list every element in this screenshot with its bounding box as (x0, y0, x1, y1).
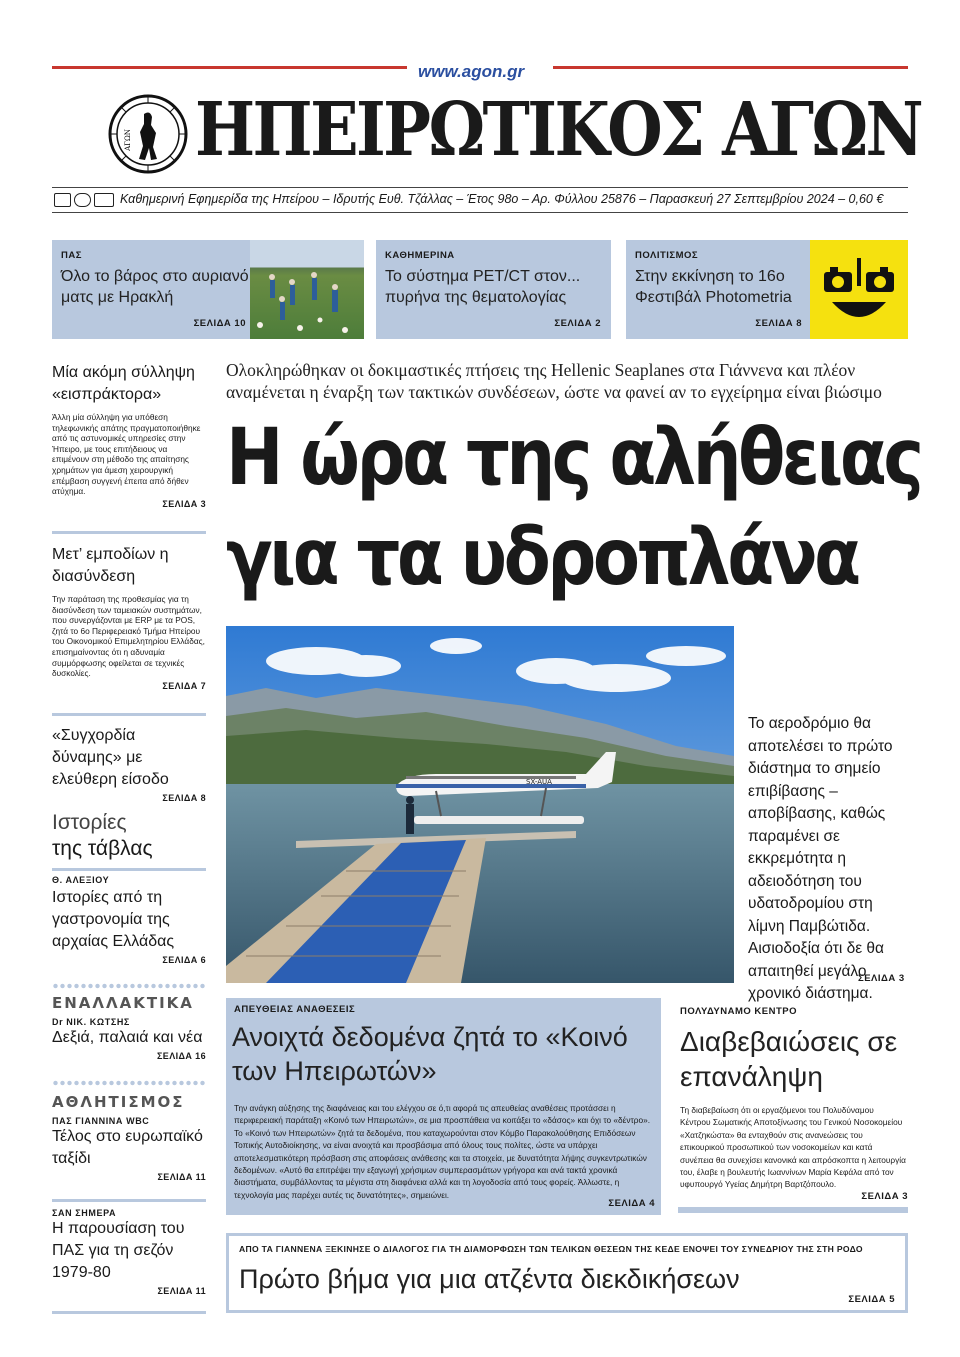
story-page-ref: ΣΕΛΙΔΑ 3 (162, 498, 206, 509)
promo-sports[interactable] (52, 240, 364, 339)
story-page-ref: ΣΕΛΙΔΑ 11 (157, 1286, 206, 1296)
dateline-bar (52, 187, 908, 213)
lead-caption: Το αεροδρόμιο θα αποτελέσει το πρώτο διάστημα το σημείο επιβίβασης – αποβίβασης, καθώς παραμένει σε εκκρεμότητα η αδειοδότηση του υδατοδρομίου στη λίμνη Παμβώτιδα. Αισιοδοξία ότι δε θα απαιτηθεί μεγάλο χρονικό διάστημα. (748, 715, 893, 1002)
story-rehab-center[interactable] (678, 998, 908, 1213)
seal-text: ΑΓΩΝ (124, 129, 132, 151)
promo-kicker: ΚΑΘΗΜΕΡΙΝΑ (385, 250, 455, 261)
story-kicker: ΑΠΟ ΤΑ ΓΙΑΝΝΕΝΑ ΞΕΚΙΝΗΣΕ Ο ΔΙΑΛΟΓΟΣ ΓΙΑ ΤΗ ΔΙΑΜΟΡΦΩΣΗ ΤΩΝ ΤΕΛΙΚΩΝ ΘΕΣΕΩΝ ΤΗΣ ΚΕΔΕ ΕΝΟΨΕΙ ΤΟΥ ΣΥΝΕΔΡΙΟΥ ΤΗΣ ΣΤΗ ΡΟΔΟ (239, 1244, 863, 1254)
photometria-festival-logo (810, 240, 908, 339)
promo-page-ref: ΣΕΛΙΔΑ 8 (755, 318, 802, 329)
top-rule-right (553, 66, 908, 69)
section-divider (52, 1311, 206, 1314)
football-training-photo (250, 240, 364, 339)
newspaper-title: ΗΠΕΙΡΩΤΙΚΟΣ ΑΓΩΝ (195, 87, 922, 173)
promo-health[interactable] (376, 240, 611, 339)
story-body: Άλλη μία σύλληψη για υπόθεση τηλεφωνικής απάτης πραγματοποιήθηκε από τις αστυνομικές υπηρεσίες στην Ήπειρο, με τους επιτήδειους να επιμένουν στη μέθοδο της απαίτησης χρημάτων για άμεση χειρουργική επέμβαση συγγενή έπειτα από δήθεν ατύχημα. (52, 412, 201, 497)
lead-headline-line2: για τα υδροπλάνα (226, 513, 858, 603)
plane-registration: SX-AUA (526, 778, 552, 786)
website-url[interactable]: www.agon.gr (418, 62, 525, 81)
bottom-story-kede[interactable] (226, 1233, 908, 1313)
lead-page-ref: ΣΕΛΙΔΑ 3 (858, 973, 905, 984)
dateline-text: Καθημερινή Εφημερίδα της Ηπείρου – Ιδρυτής Ευθ. Τζάλλας – Έτος 98ο – Αρ. Φύλλου 25876 – Παρασκευή 27 Σεπτεμβρίου 2024 – 0,60 € (120, 192, 884, 206)
section-divider (52, 1199, 206, 1202)
story-page-ref: ΣΕΛΙΔΑ 8 (162, 793, 206, 803)
newspaper-seal-logo (108, 94, 188, 174)
promo-headline: Το σύστημα PET/CT στον... πυρήνα της θεματολογίας (385, 268, 581, 306)
story-page-ref: ΣΕΛΙΔΑ 16 (157, 1051, 206, 1061)
promo-page-ref: ΣΕΛΙΔΑ 10 (193, 318, 246, 329)
story-kicker: ΠΟΛΥΔΥΝΑΜΟ ΚΕΝΤΡΟ (680, 1006, 797, 1017)
promo-kicker: ΠΟΛΙΤΙΣΜΟΣ (635, 250, 699, 261)
promo-headline: Όλο το βάρος στο αυριανό ματς με Ηρακλή (61, 268, 249, 306)
sidebar-story-arrest[interactable] (52, 362, 206, 509)
section-divider (678, 1207, 908, 1213)
promo-culture[interactable] (626, 240, 908, 339)
sidebar-section-sports[interactable] (52, 1093, 206, 1182)
section-heading: ΕΝΑΛΛΑΚΤΙΚΑ (52, 994, 194, 1012)
section-divider (52, 868, 206, 871)
story-open-data[interactable] (226, 998, 661, 1215)
story-page-ref: ΣΕΛΙΔΑ 7 (162, 680, 206, 691)
lead-deck: Ολοκληρώθηκαν οι δοκιμαστικές πτήσεις της Hellenic Seaplanes στα Γιάννενα και πλέον αναμένεται η έναρξη των τακτικών συνδέσεων, ώστε να φανεί αν το εγχείρημα είναι βιώσιμο (226, 360, 882, 402)
section-divider (52, 531, 206, 534)
story-headline: Η παρουσίαση του ΠΑΣ για τη σεζόν 1979-80 (52, 1220, 185, 1281)
section-heading: ΑΘΛΗΤΙΣΜΟΣ (52, 1093, 185, 1111)
column-title-light: Ιστορίες (52, 811, 127, 834)
story-headline: Διαβεβαιώσεις σε επανάληψη (680, 1026, 898, 1092)
story-headline: Πρώτο βήμα για μια ατζέντα διεκδικήσεων (239, 1264, 740, 1294)
sidebar-column-enallaktika[interactable] (52, 994, 206, 1061)
sidebar-column-tavla[interactable] (52, 810, 206, 965)
sidebar-story-pos[interactable] (52, 544, 206, 691)
story-page-ref: ΣΕΛΙΔΑ 5 (848, 1294, 895, 1305)
publisher-logo-3 (94, 193, 114, 207)
story-headline: Ανοιχτά δεδομένα ζητά το «Κοινό των Ηπειρωτών» (232, 1022, 628, 1086)
lead-headline-line1: Η ώρα της αλήθειας (226, 413, 921, 503)
story-page-ref: ΣΕΛΙΔΑ 11 (157, 1172, 206, 1182)
publisher-logo-2 (74, 193, 91, 207)
top-rule-left (52, 66, 407, 69)
sidebar-story-concert[interactable] (52, 725, 206, 803)
dotted-divider (52, 983, 206, 989)
story-headline: Δεξιά, παλαιά και νέα (52, 1029, 203, 1046)
story-page-ref: ΣΕΛΙΔΑ 6 (162, 955, 206, 965)
story-page-ref: ΣΕΛΙΔΑ 4 (608, 1198, 655, 1209)
story-body: Τη διαβεβαίωση ότι οι εργαζόμενοι του Πολυδύναμου Κέντρου Σωματικής Αποτοξίνωσης του Γενικού Νοσοκομείου «Χατζηκώστα» θα ενταχθούν στις ανανεώσεις του επικουρικού προσωπικού των νοσοκομείων και κατά συνέπεια θα συνεχίσει κανονικά και απρόσκοπτα η λειτουργία του, έλαβε η βουλευτής Ιωαννίνων Μαρία Κεφάλα από τον υφυπουργό Υγείας Δημήτρη Βαρτζόπουλο. (680, 1105, 906, 1190)
section-divider (52, 713, 206, 716)
story-page-ref: ΣΕΛΙΔΑ 3 (861, 1191, 908, 1202)
story-headline: Ιστορίες από τη γαστρονομία της αρχαίας Ελλάδας (52, 889, 175, 950)
story-kicker: ΑΠΕΥΘΕΙΑΣ ΑΝΑΘΕΣΕΙΣ (234, 1004, 356, 1015)
dotted-divider (52, 1080, 206, 1086)
promo-kicker: ΠΑΣ (61, 250, 82, 261)
seaplane-photo (226, 626, 734, 983)
lead-headline[interactable] (226, 408, 921, 608)
story-headline: Μία ακόμη σύλληψη «εισπράκτορα» (52, 364, 195, 403)
promo-headline: Στην εκκίνηση το 16ο Φεστιβάλ Photometria (635, 268, 792, 306)
story-kicker: ΣΑΝ ΣΗΜΕΡΑ (52, 1208, 117, 1218)
column-author: Dr ΝΙΚ. ΚΩΤΣΗΣ (52, 1017, 130, 1027)
column-author: Θ. ΑΛΕΞΙΟΥ (52, 875, 110, 885)
promo-page-ref: ΣΕΛΙΔΑ 2 (554, 318, 601, 329)
column-title-dark: της τάβλας (52, 837, 153, 860)
story-body: Την ανάγκη αύξησης της διαφάνειας και του ελέγχου σε ό,τι αφορά τις απευθείας αναθέσεις προτάσσει η περιφερειακή παράταξη «Κοινό των Ηπειρωτών», σε μια προσπάθεια να κοιτάξει το «δάσος» και όχι το «δέντρο». Το «Κοινό των Ηπειρωτών» ζητά τα δεδομένα, που καταχωρούνται στον Κόμβο Παρακολούθησης Επιδόσεων Τοπικής Αυτοδιοίκησης, να είναι ανοιχτά και προσβάσιμα από όλους τους πολίτες, ώστε να υπάρχει αποτελεσματικότερη πρόσβαση στις αποφάσεις ανάθεσης και τα στοιχεία, με δυνατότητα λήψης συγκεντρωτικών δεδομένων. «Αυτό θα επιτρέψει την εξαγωγή χρήσιμων συμπερασμάτων γρήγορα και ανά τακτά χρονικά διαστήματα, συμβάλλοντας τα μέγιστα στη διαφάνεια αλλά και τη λογοδοσία από τους φορείς. Άλλωστε, η τεχνολογία μας παρέχει αυτές τις δυνατότητες», σημειώνει. (234, 1103, 651, 1200)
sidebar-on-this-day[interactable] (52, 1208, 206, 1296)
publisher-logo-1 (54, 193, 71, 207)
story-headline: Μετ’ εμποδίων η διασύνδεση (52, 546, 169, 585)
story-body: Την παράταση της προθεσμίας για τη διασύνδεση των ταμειακών συστημάτων, που συνεργάζονται με ERP με τα POS, ζητά το 6ο Περιφερειακό Τμήμα Ηπείρου του Οικονομικού Επιμελητηρίου Ελλάδας, επισημαίνοντας ότι η αδυναμία συμμόρφωσης οφείλεται σε τεχνικές δυσκολίες. (52, 594, 205, 679)
story-headline: Τέλος στο ευρωπαϊκό ταξίδι (52, 1128, 203, 1167)
story-headline: «Συγχορδία δύναμης» με ελεύθερη είσοδο (52, 727, 169, 788)
story-kicker: ΠΑΣ ΓΙΑΝΝΙΝΑ WBC (52, 1116, 150, 1126)
